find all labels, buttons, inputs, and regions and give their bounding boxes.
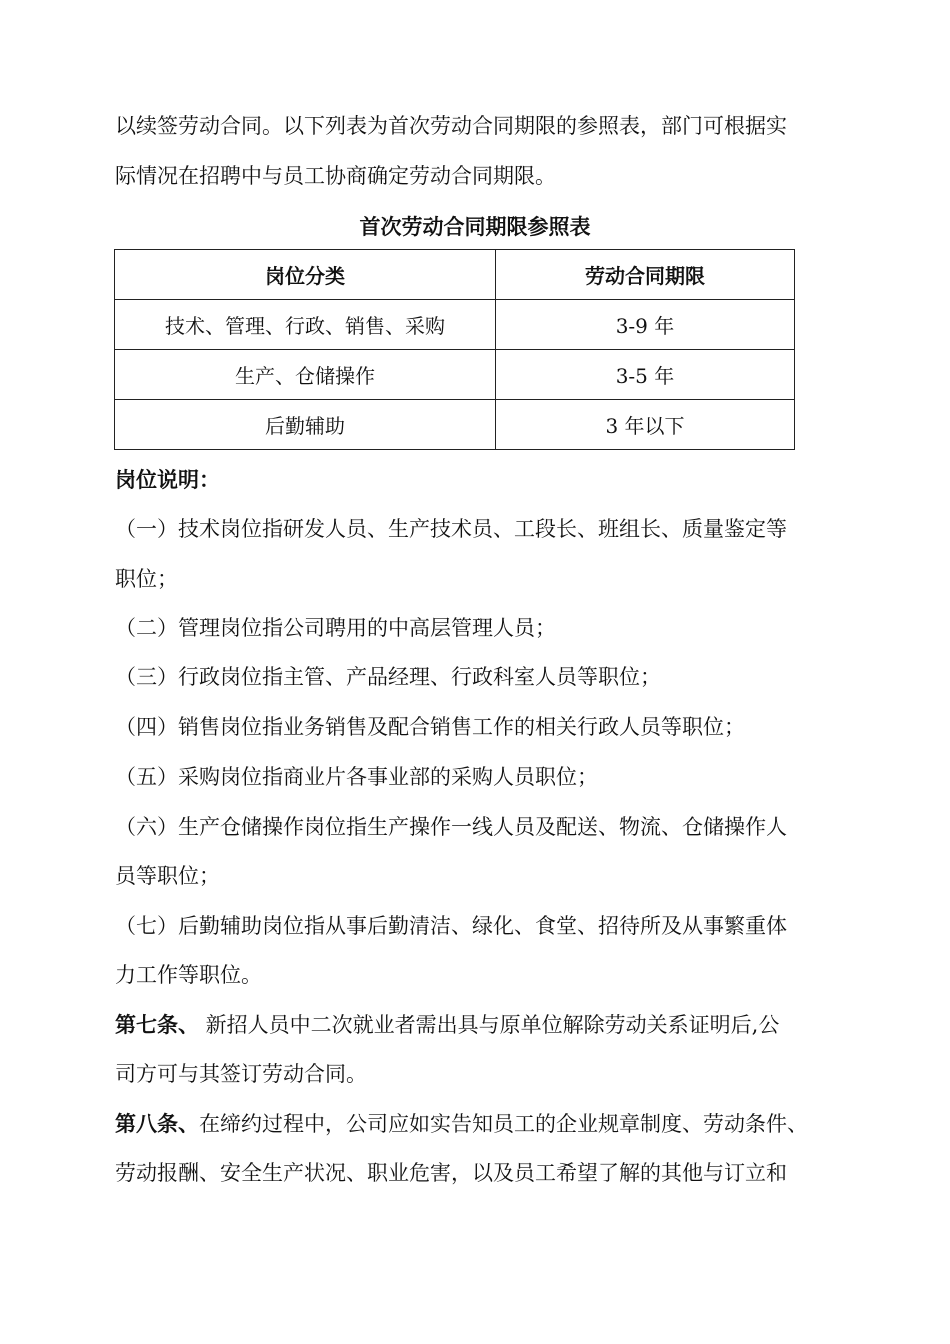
table-row	[115, 300, 795, 350]
table-row	[115, 400, 795, 450]
note-line: （五）采购岗位指商业片各事业部的采购人员职位；	[115, 765, 598, 789]
table-cell: 生产、仓储操作	[115, 350, 496, 400]
note-line: 力工作等职位。	[115, 963, 262, 987]
intro-line-1: 以续签劳动合同。以下列表为首次劳动合同期限的参照表，部门可根据实	[115, 114, 787, 138]
table-cell: 技术、管理、行政、销售、采购	[115, 300, 496, 350]
intro-line-2: 际情况在招聘中与员工协商确定劳动合同期限。	[115, 164, 556, 188]
article-8-line-2: 劳动报酬、安全生产状况、职业危害，以及员工希望了解的其他与订立和	[115, 1161, 787, 1185]
note-line: （三）行政岗位指主管、产品经理、行政科室人员等职位；	[115, 665, 661, 689]
note-line: （一）技术岗位指研发人员、生产技术员、工段长、班组长、质量鉴定等	[115, 517, 787, 541]
table-header-row	[115, 250, 795, 300]
note-line: （四）销售岗位指业务销售及配合销售工作的相关行政人员等职位；	[115, 715, 745, 739]
article-7-line-2: 司方可与其签订劳动合同。	[115, 1062, 367, 1086]
table-cell: 3-5 年	[496, 350, 795, 400]
article-8-label: 第八条、	[115, 1112, 199, 1136]
table-cell: 3 年以下	[496, 400, 795, 450]
table-row	[115, 350, 795, 400]
note-line: （七）后勤辅助岗位指从事后勤清洁、绿化、食堂、招待所及从事繁重体	[115, 914, 787, 938]
article-8-line-1	[115, 1109, 808, 1139]
article-7-text: 新招人员中二次就业者需出具与原单位解除劳动关系证明后,公	[199, 1013, 780, 1037]
note-line: （六）生产仓储操作岗位指生产操作一线人员及配送、物流、仓储操作人	[115, 815, 787, 839]
note-line: 职位；	[115, 567, 178, 591]
article-7-label: 第七条、	[115, 1013, 199, 1037]
table-cell: 后勤辅助	[115, 400, 496, 450]
note-line: （二）管理岗位指公司聘用的中高层管理人员；	[115, 616, 556, 640]
table-title: 首次劳动合同期限参照表	[359, 215, 591, 239]
table-cell: 3-9 年	[496, 300, 795, 350]
note-line: 员等职位；	[115, 864, 220, 888]
header-position-category: 岗位分类	[115, 250, 496, 300]
header-contract-term: 劳动合同期限	[496, 250, 795, 300]
contract-term-table	[114, 249, 795, 450]
article-8-text: 在缔约过程中，公司应如实告知员工的企业规章制度、劳动条件、	[199, 1112, 808, 1136]
position-notes-heading: 岗位说明：	[115, 468, 220, 492]
article-7-line-1	[115, 1010, 779, 1040]
